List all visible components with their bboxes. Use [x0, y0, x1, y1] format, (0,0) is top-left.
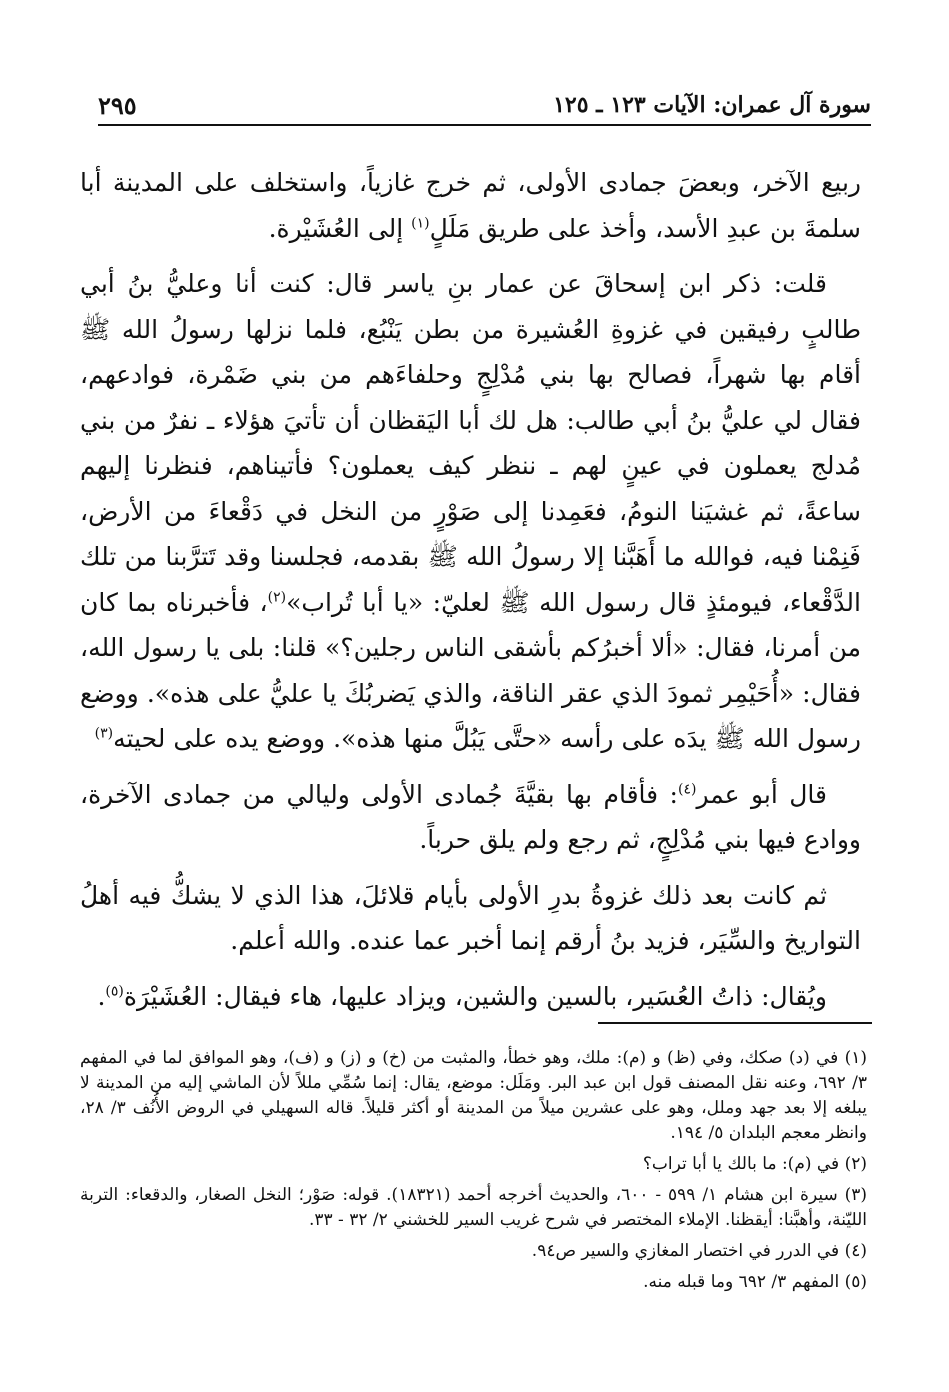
paragraph-4: [80, 873, 861, 964]
paragraph-text-cont: إلى العُشَيْرة.: [268, 213, 412, 243]
footnote-mark: (١): [411, 215, 430, 232]
paragraph-text-cont: .: [97, 981, 106, 1011]
footnote-5: (٥) المفهم ٣/ ٦٩٢ وما قبله منه.: [643, 1272, 867, 1292]
main-text: [80, 160, 861, 1029]
footnotes: [80, 1046, 867, 1301]
paragraph-3: [80, 772, 861, 863]
paragraph-text: ربيع الآخر، وبعضَ جمادى الأولى، ثم خرج غازياً، واستخلف على المدينة أبا سلمةَ بن عبدِ الأسد، وأخذ على طريق مَلَلٍ: [80, 168, 861, 243]
chapter-title: سورة آل عمران: الآيات ١٢٣ ـ ١٢٥: [553, 92, 871, 118]
footnote-mark: (٤): [677, 781, 697, 798]
paragraph-text: قلت: ذكر ابن إسحاقَ عن عمار بنِ ياسر قال: كنت أنا وعليُّ بنُ أبي طالبٍ رفيقين في غزوةِ العُشيرة من بطن يَنْبُع، فلما نزلها رسولُ الله ﷺ أقام بها شهراً، فصالح بها بني مُدْلِجٍ وحلفاءَهم من بني ضَمْرة، فوادعهم، فقال لي عليُّ بنُ أبي طالب: هل لك أبا اليَقظان أن تأتيَ هؤلاء ـ نفرٌ من بني مُدلج يعملون في عينٍ لهم ـ ننظر كيف يعملون؟ فأتيناهم، فنظرنا إليهم ساعةً، ثم غشيَنا النومُ، فعَمِدنا إلى صَوْرٍ من النخل في دَقْعاءَ من الأرض، فَنِمْنا فيه، فوالله ما أَهَبَّنا إلا رسولُ الله ﷺ بقدمه، فجلسنا وقد تَترَّبنا من تلك الدَّقْعاء، فيومئذٍ قال رسول الله ﷺ لعليّ: «يا أبا تُراب»: [80, 269, 861, 617]
footnote-3: (٣) سيرة ابن هشام ١/ ٥٩٩ - ٦٠٠، والحديث أخرجه أحمد (١٨٣٢١). قوله: صَوْر؛ النخل الصغار، والدقعاء: التربة الليّنة، وأهبَّنا: أيقظنا. الإملاء المختصر في شرح غريب السير للخشني ٢/ ٣٢ - ٣٣.: [80, 1185, 867, 1230]
paragraph-text-cont: ، فأخبرناه بما كان من أمرنا، فقال: «ألا أخبرُكم بأشقى الناس رجلين؟» قلنا: بلى يا رسول الله، فقال: «أُحَيْمِر ثمودَ الذي عقر الناقة، والذي يَضربُكَ يا عليُّ على هذه». ووضع رسول الله ﷺ يدَه على رأسه «حتَّى يَبُلَّ منها هذه». ووضع يده على لحيته: [80, 587, 861, 753]
footnote-1: (١) في (د) صكك، وفي (ظ) و (م): ملك، وهو خطأ، والمثبت من (خ) و (ز) و (ف)، وهو الموافق لما في المفهم ٣/ ٦٩٢، وعنه نقل المصنف قول ابن عبد البر. ومَلَل: موضع، يقال: إنما سُمِّي مللاً لأن الماشي إليه من المدينة لا يبلغه إلا بعد جهد وملل، وهو على عشرين ميلاً من المدينة أو أكثر قليلاً. قاله السهيلي في الروض الأُنُف ٣/ ٢٨، وانظر معجم البلدان ٥/ ١٩٤.: [80, 1048, 867, 1143]
footnote-mark: (٢): [267, 589, 287, 606]
paragraph-text-cont: : فأقام بها بقيَّةَ جُمادى الأولى وليالي من جمادى الآخرة، ووادع فيها بني مُدْلِجٍ، ثم رجع ولم يلق حرباً.: [80, 779, 861, 854]
page-number: ٢٩٥: [98, 90, 137, 120]
footnote-divider: [598, 1022, 872, 1024]
running-header: [98, 88, 871, 122]
paragraph-text: ثم كانت بعد ذلك غزوةُ بدرِ الأولى بأيام قلائلَ، هذا الذي لا يشكُّ فيه أهلُ التواريخ والسِّيَر، فزيد بنُ أرقم إنما أخبر عما عنده. والله أعلم.: [80, 880, 861, 955]
footnote-mark: (٥): [105, 983, 124, 1000]
paragraph-text: ويُقال: ذاتُ العُسَير، بالسين والشين، ويزاد عليها، هاء فيقال: العُشَيْرَة: [123, 981, 827, 1011]
paragraph-text: قال أبو عمر: [696, 779, 827, 809]
footnote-2: (٢) في (م): ما بالك يا أبا تراب؟: [642, 1154, 867, 1174]
paragraph-2: [80, 261, 861, 762]
header-divider: [98, 124, 871, 126]
footnote-mark: (٣): [94, 725, 114, 742]
paragraph-5: [80, 974, 861, 1020]
paragraph-1: [80, 160, 861, 251]
footnote-4: (٤) في الدرر في اختصار المغازي والسير ص٩٤.: [531, 1241, 867, 1261]
